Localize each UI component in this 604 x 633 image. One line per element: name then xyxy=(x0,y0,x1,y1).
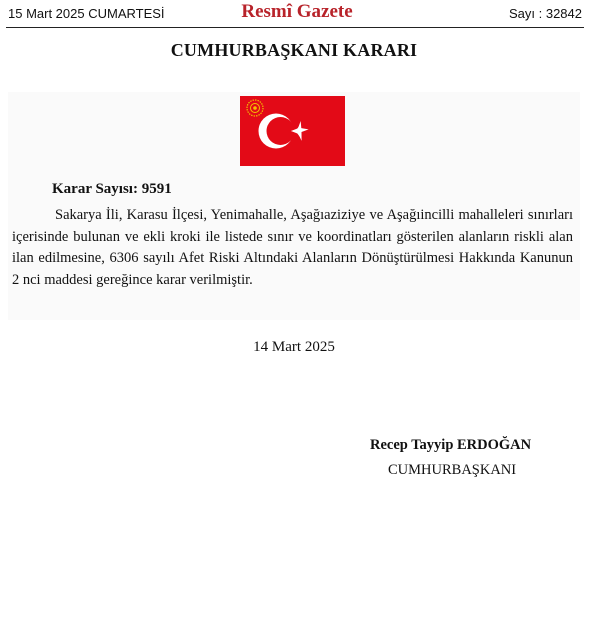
header-date: 15 Mart 2025 CUMARTESİ xyxy=(8,6,165,21)
decision-date: 14 Mart 2025 xyxy=(253,339,335,355)
issue-number: Sayı : 32842 xyxy=(509,6,582,21)
decision-text: Sakarya İli, Karasu İlçesi, Yenimahalle, Aşağıaziziye ve Aşağıincilli mahalleleri sınırları içerisinde bulunan ve ekli kroki ile listede sınır ve koordinatları gösterilen alanların riskli alan ilan edilmesine, 6306 sayılı Afet Riski Altındaki Alanların Dönüştürülmesi Hakkında Kanunun 2 nci maddesi gereğince karar verilmiştir. xyxy=(12,207,573,288)
decision-number: Karar Sayısı: 9591 xyxy=(52,181,172,197)
document-heading: CUMHURBAŞKANI KARARI xyxy=(170,40,418,60)
gazette-header xyxy=(0,0,604,28)
turkish-flag-icon xyxy=(240,96,345,166)
signatory-title: CUMHURBAŞKANI xyxy=(388,462,517,478)
gazette-title: Resmî Gazete xyxy=(241,1,353,22)
header-divider xyxy=(6,27,584,28)
crescent-inner xyxy=(267,117,295,145)
signatory-name: Recep Tayyip ERDOĞAN xyxy=(370,437,532,453)
